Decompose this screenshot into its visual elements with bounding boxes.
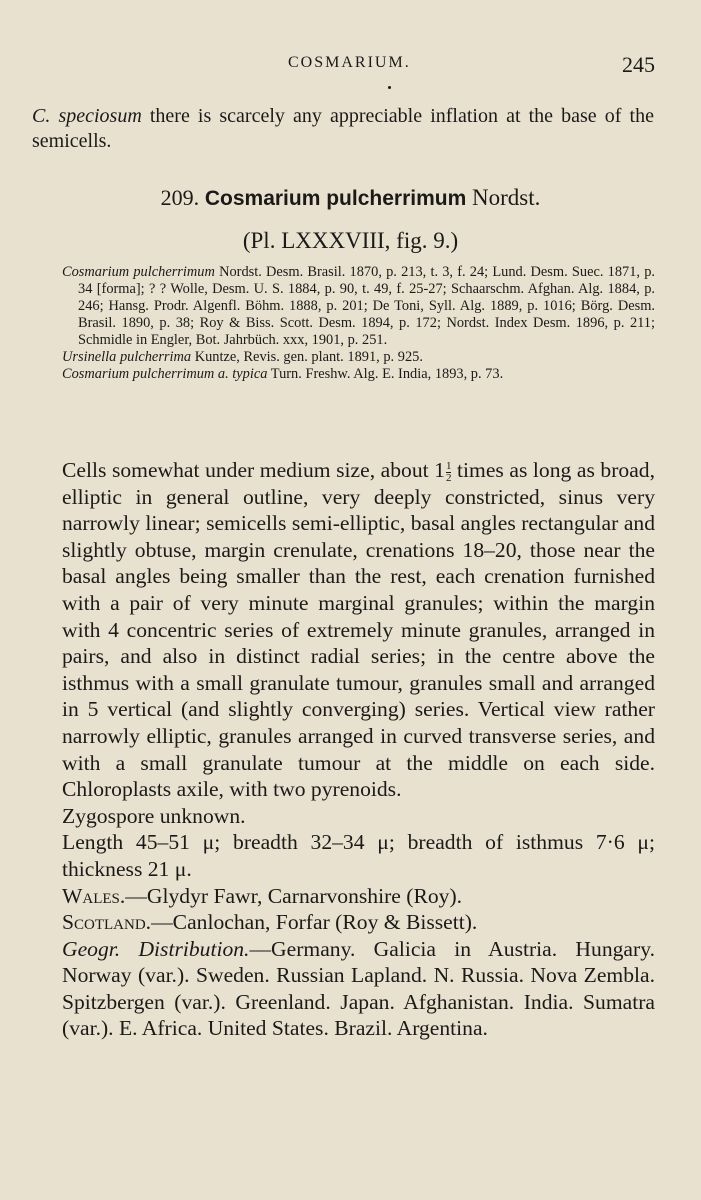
measurements: Length 45–51 μ; breadth 32–34 μ; breadth of isthmus 7·6 μ; thickness 21 μ.	[62, 830, 655, 881]
fraction-numerator: 1	[445, 459, 452, 472]
description-text: times as long as broad, elliptic in general outline, very deeply constricted, sinus very narrowly linear; semicells semi-elliptic, basal angles rectangular and slightly obtuse, margin crenulate, crenations 18–20, those near the basal angles being smaller than the rest, each crenation furnished with a pair of very minute marginal granules; within the margin with 4 concentric series of extremely minute granules, arranged in pairs, and also in distinct radial series; in the centre above the isthmus with a small granulate tumour, granules small and arranged in 5 vertical (and slightly converging) series. Vertical view rather narrowly elliptic, granules arranged in curved transverse series, and with a small granulate tumour at the middle on each side. Chloroplasts axile, with two pyrenoids.	[62, 458, 655, 802]
intro-species-ref: C. speciosum	[32, 105, 142, 127]
synonym-citations: Kuntze, Revis. gen. plant. 1891, p. 925.	[191, 349, 423, 365]
zygospore-note: Zygospore unknown.	[62, 803, 246, 828]
distribution-text: —Germany. Galicia in Austria. Hungary. Norway (var.). Sweden. Russian Lapland. N. Russia. Nova Zembla. Spitzbergen (var.). Greenland. Japan. Afghanistan. India. Sumatra (var.). E. Africa. United States. Brazil. Argentina.	[62, 936, 655, 1041]
continued-paragraph	[32, 104, 654, 154]
distribution-label: Geogr. Distribution.	[62, 936, 250, 961]
intro-text: there is scarcely any appreciable inflation at the base of the semicells.	[32, 105, 654, 152]
locality-label: Scotland.	[62, 910, 152, 935]
species-name: Cosmarium pulcherrimum	[204, 187, 467, 210]
locality-wales	[62, 883, 655, 910]
species-description	[62, 457, 655, 1042]
species-heading	[0, 185, 701, 211]
geographic-distribution	[62, 936, 655, 1042]
plate-reference: (Pl. LXXXVIII, fig. 9.)	[242, 228, 459, 253]
description-text: Cells somewhat under medium size, about 1	[62, 458, 445, 482]
species-author: Nordst.	[466, 185, 541, 210]
synonym-entry	[62, 349, 655, 366]
synonym-entry	[62, 366, 655, 383]
synonym-name: Ursinella pulcherrima	[62, 349, 192, 365]
ink-dot	[388, 86, 391, 89]
synonym-citations: Nordst. Desm. Brasil. 1870, p. 213, t. 3, f. 24; Lund. Desm. Suec. 1871, p. 34 [forma]; ? ? Wolle, Desm. U. S. 1884, p. 90, t. 49, f. 25-27; Schaarschm. Afghan. Alg. 1884, p. 246; Hansg. Prodr. Algenfl. Böhm. 1888, p. 201; De Toni, Syll. Alg. 1889, p. 1016; Börg. Desm. Brasil. 1890, p. 38; Roy & Biss. Scott. Desm. 1894, p. 172; Nordst. Index Desm. 1896, p. 211; Schmidle in Engler, Bot. Jahrbüch. xxx, 1901, p. 251.	[78, 264, 655, 348]
synonymy-list	[62, 264, 655, 383]
synonym-name: Cosmarium pulcherrimum a. typica	[62, 366, 268, 382]
page-header	[0, 52, 701, 82]
synonym-entry	[62, 264, 655, 349]
description-paragraph	[62, 457, 655, 803]
running-title: COSMARIUM.	[288, 54, 411, 71]
locality-text: —Canlochan, Forfar (Roy & Bissett).	[151, 910, 478, 935]
fraction-denominator: 2	[445, 471, 452, 484]
species-number: 209.	[160, 185, 200, 210]
page-number: 245	[622, 52, 655, 77]
locality-scotland	[62, 909, 655, 936]
synonym-name: Cosmarium pulcherrimum	[62, 264, 215, 280]
synonym-citations: Turn. Freshw. Alg. E. India, 1893, p. 73.	[267, 366, 504, 382]
locality-text: —Glydyr Fawr, Carnarvonshire (Roy).	[125, 883, 463, 908]
locality-label: Wales.	[62, 883, 126, 908]
